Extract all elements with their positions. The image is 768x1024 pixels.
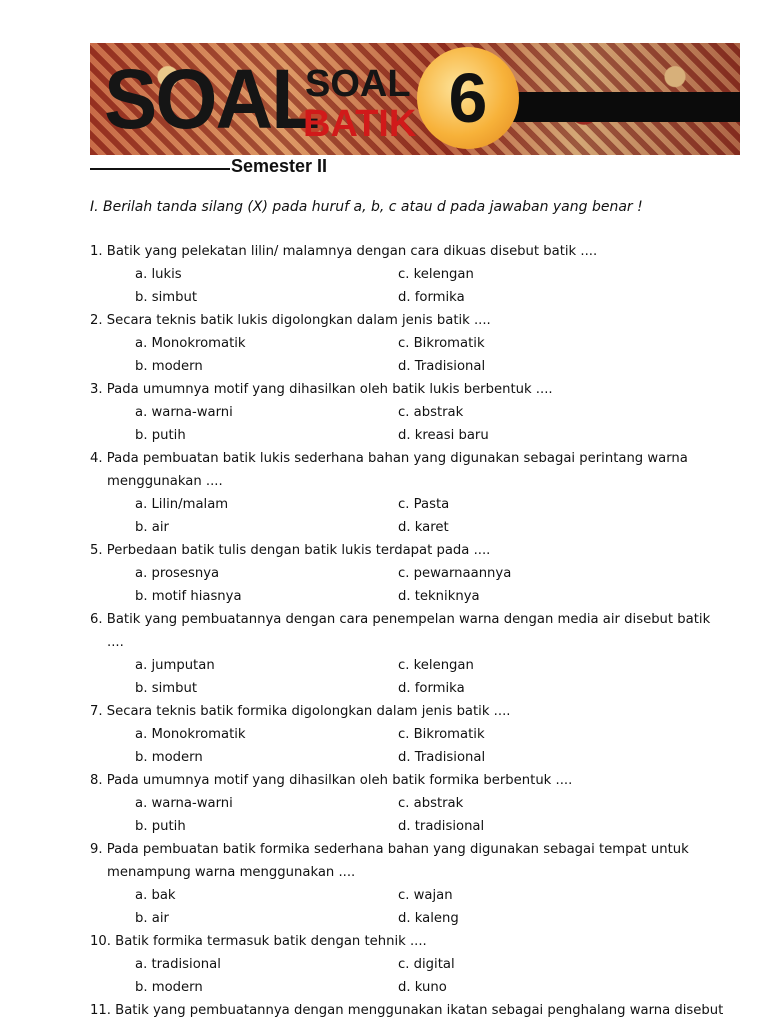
grade-number: 6 (448, 59, 488, 137)
option-a[interactable]: a. Monokromatik (135, 727, 246, 742)
option-b[interactable]: b. putih (135, 428, 186, 443)
question-text: 10. Batik formika termasuk batik dengan tehnik .... (90, 934, 427, 949)
question-item (90, 309, 730, 378)
header-banner (90, 43, 740, 155)
question-item (90, 700, 730, 769)
option-b[interactable]: b. modern (135, 980, 203, 995)
question-text: 6. Batik yang pembuatannya dengan cara penempelan warna dengan media air disebut batik .... (90, 612, 711, 650)
option-b[interactable]: b. modern (135, 359, 203, 374)
question-item (90, 930, 730, 999)
question-item (90, 378, 730, 447)
option-d[interactable]: d. Tradisional (398, 359, 486, 374)
grade-badge (417, 47, 519, 149)
question-text: 3. Pada umumnya motif yang dihasilkan oleh batik lukis berbentuk .... (90, 382, 553, 397)
title-soal-small: SOAL (305, 63, 411, 105)
option-c[interactable]: c. Bikromatik (398, 727, 485, 742)
option-a[interactable]: a. Monokromatik (135, 336, 246, 351)
question-text: 8. Pada umumnya motif yang dihasilkan oleh batik formika berbentuk .... (90, 773, 573, 788)
option-c[interactable]: c. abstrak (398, 405, 464, 420)
option-b[interactable]: b. air (135, 520, 169, 535)
question-text: 11. Batik yang pembuatannya dengan menggunakan ikatan sebagai penghalang warna disebut (90, 1003, 724, 1018)
option-b[interactable]: b. putih (135, 819, 186, 834)
question-item (90, 608, 730, 700)
option-d[interactable]: d. karet (398, 520, 449, 535)
option-c[interactable]: c. Bikromatik (398, 336, 485, 351)
option-b[interactable]: b. air (135, 911, 169, 926)
title-soal-large: SOAL (104, 52, 319, 146)
option-b[interactable]: b. simbut (135, 681, 198, 696)
option-d[interactable]: d. tekniknya (398, 589, 480, 604)
option-a[interactable]: a. bak (135, 888, 176, 903)
question-text: 5. Perbedaan batik tulis dengan batik lukis terdapat pada .... (90, 543, 491, 558)
option-b[interactable]: b. modern (135, 750, 203, 765)
option-c[interactable]: c. digital (398, 957, 455, 972)
title-batik: BATIK (303, 103, 417, 145)
semester-rule (90, 168, 230, 170)
option-c[interactable]: c. Pasta (398, 497, 450, 512)
option-b[interactable]: b. motif hiasnya (135, 589, 242, 604)
question-item (90, 447, 730, 539)
option-c[interactable]: c. abstrak (398, 796, 464, 811)
instruction-text: I. Berilah tanda silang (X) pada huruf a, b, c atau d pada jawaban yang benar ! (90, 199, 643, 215)
question-text: 4. Pada pembuatan batik lukis sederhana bahan yang digunakan sebagai perintang warna menggunakan .... (90, 451, 688, 489)
option-c[interactable]: c. wajan (398, 888, 453, 903)
banner-dark-strip (510, 92, 740, 122)
option-a[interactable]: a. prosesnya (135, 566, 220, 581)
question-text: 1. Batik yang pelekatan lilin/ malamnya dengan cara dikuas disebut batik .... (90, 244, 598, 259)
question-item (90, 838, 730, 930)
option-d[interactable]: d. formika (398, 681, 465, 696)
option-d[interactable]: d. kaleng (398, 911, 459, 926)
option-d[interactable]: d. kreasi baru (398, 428, 489, 443)
question-text: 7. Secara teknis batik formika digolongkan dalam jenis batik .... (90, 704, 511, 719)
question-text: 2. Secara teknis batik lukis digolongkan dalam jenis batik .... (90, 313, 491, 328)
option-c[interactable]: c. kelengan (398, 658, 474, 673)
semester-label: Semester II (231, 156, 328, 176)
option-d[interactable]: d. kuno (398, 980, 447, 995)
option-b[interactable]: b. simbut (135, 290, 198, 305)
question-item (90, 999, 730, 1022)
option-a[interactable]: a. warna-warni (135, 405, 233, 420)
question-text: 9. Pada pembuatan batik formika sederhana bahan yang digunakan sebagai tempat untuk menampung warna menggunakan .... (90, 842, 689, 880)
option-a[interactable]: a. jumputan (135, 658, 215, 673)
option-d[interactable]: d. formika (398, 290, 465, 305)
question-item (90, 769, 730, 838)
option-a[interactable]: a. tradisional (135, 957, 221, 972)
option-a[interactable]: a. Lilin/malam (135, 497, 229, 512)
option-c[interactable]: c. kelengan (398, 267, 474, 282)
question-list (90, 240, 730, 1022)
option-d[interactable]: d. Tradisional (398, 750, 486, 765)
option-a[interactable]: a. lukis (135, 267, 182, 282)
option-a[interactable]: a. warna-warni (135, 796, 233, 811)
option-d[interactable]: d. tradisional (398, 819, 485, 834)
question-item (90, 539, 730, 608)
option-c[interactable]: c. pewarnaannya (398, 566, 512, 581)
question-item (90, 240, 730, 309)
